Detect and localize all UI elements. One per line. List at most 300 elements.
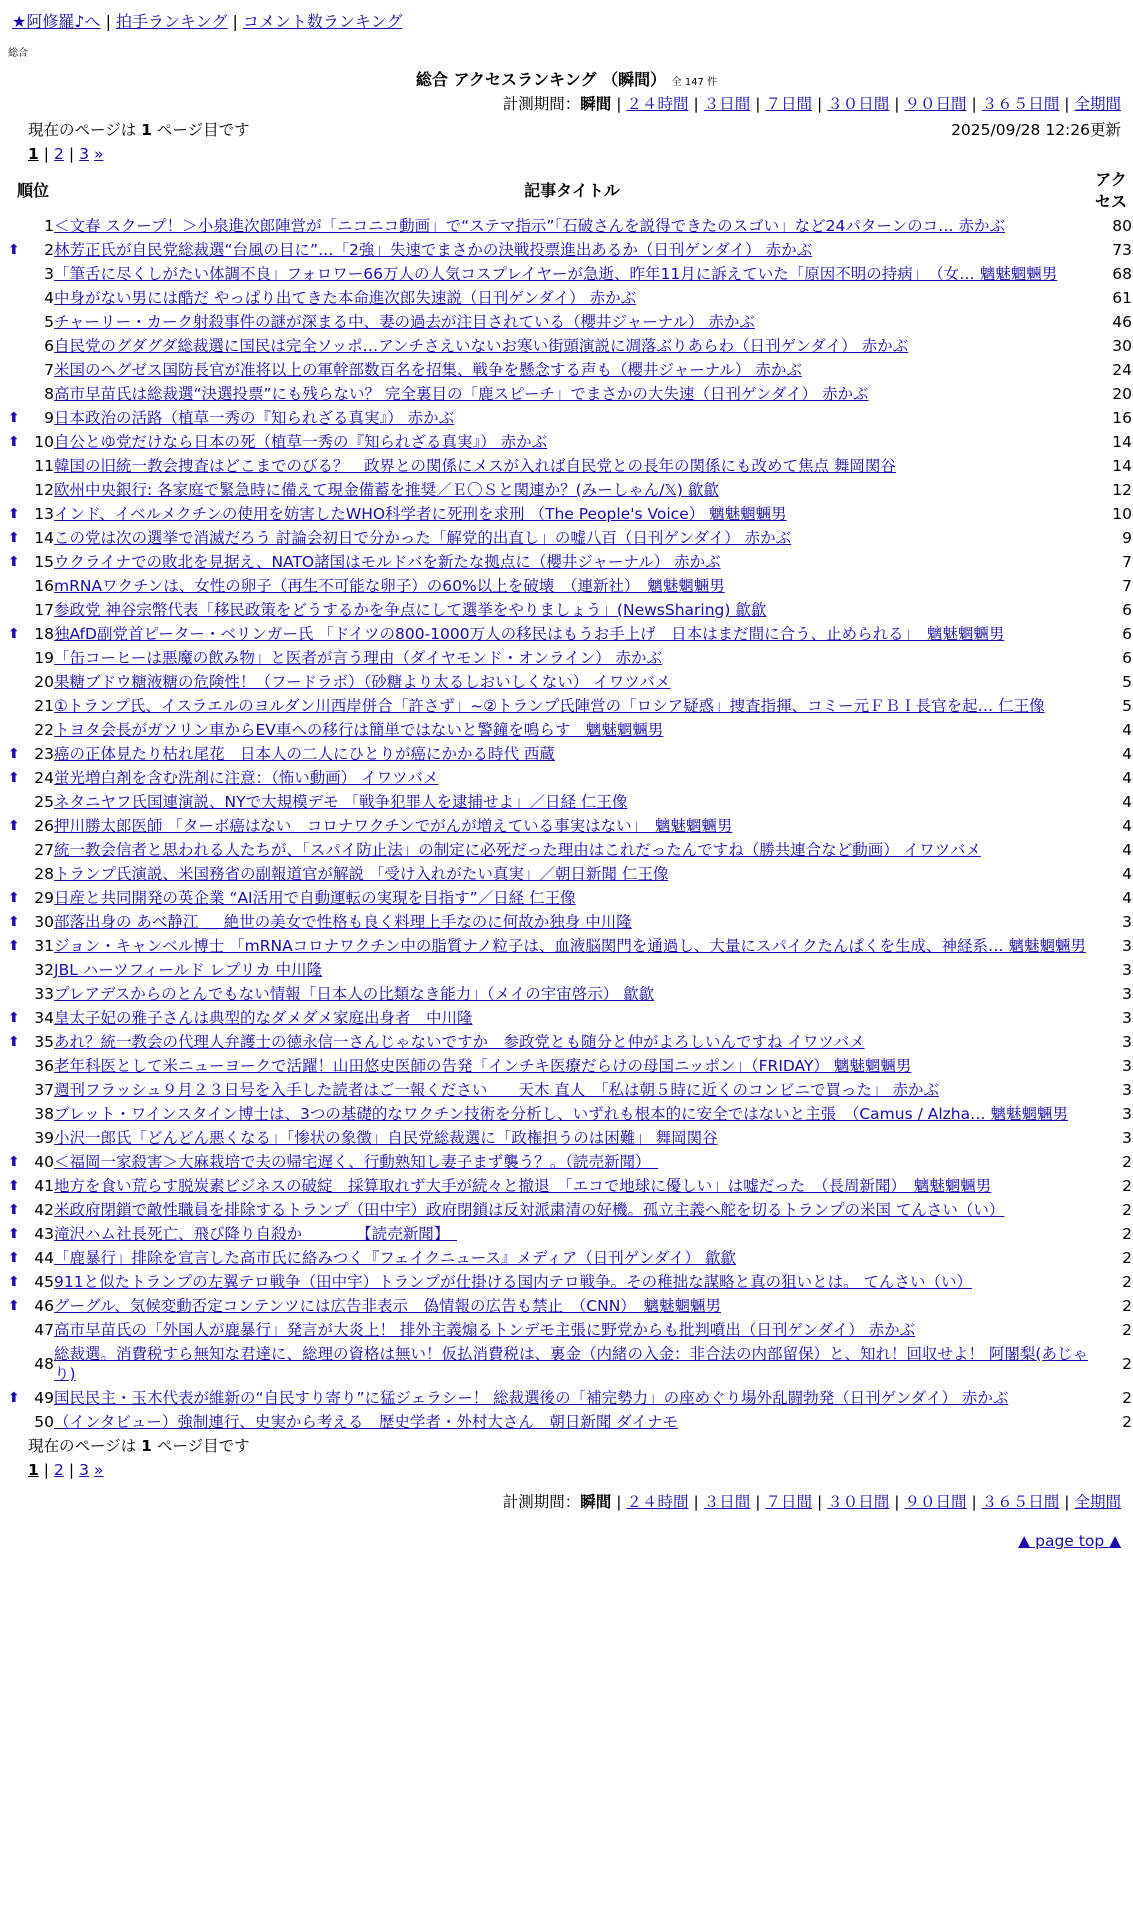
article-title-link[interactable]: 自公とゆ党だけなら日本の死（植草一秀の『知られざる真実』） 赤かぶ [54,433,548,451]
access-count: 6 [1122,625,1132,643]
rank-cell [8,886,54,910]
rank-number: 17 [34,601,54,619]
period-link-30d[interactable]: ３０日間 [827,1493,890,1511]
rank-cell [12,574,54,598]
up-arrow-icon: ⬆ [8,770,20,786]
pager-separator: | [43,145,50,163]
top-nav [12,0,1121,32]
access-count: 5 [1122,697,1132,715]
article-title-link[interactable]: 高市早苗氏の「外国人が鹿暴行」発言が大炎上！ 排外主義煽るトンデモ主張に野党からも批判噴出（日刊ゲンダイ） 赤かぶ [54,1321,916,1339]
article-title-link[interactable]: 米政府閉鎖で敵性職員を排除するトランプ（田中宇）政府閉鎖は反対派粛清の好機。孤立主義へ舵を切るトランプの米国 てんさい（い） [54,1201,1005,1219]
period-link-24h[interactable]: ２４時間 [626,95,689,113]
table-row [12,1102,1132,1126]
table-row [12,1294,1132,1318]
rank-cell [12,478,54,502]
up-arrow-icon: ⬆ [8,506,20,522]
nav-separator: | [232,12,238,31]
up-arrow-icon: ⬆ [8,1274,20,1290]
rank-cell [8,1150,54,1174]
pager-page-3[interactable]: 3 [79,145,90,163]
period-link-3d[interactable]: ３日間 [703,1493,751,1511]
rank-number: 38 [34,1105,54,1123]
rank-cell [8,742,54,766]
title-cell [54,502,1090,526]
rank-number: 1 [44,217,54,235]
up-arrow-icon: ⬆ [8,1390,20,1406]
article-title-link[interactable]: 欧州中央銀行: 各家庭で緊急時に備えて現金備蓄を推奨／Ｅ〇Ｓと関連か？(みーしゃん/𝕏) 歙歙 [54,481,719,499]
article-title-link[interactable]: 小沢一郎氏「どんどん悪くなる」「惨状の象徴」自民党総裁選に「政権担うのは困難」 舞岡関谷 [54,1129,718,1147]
article-title-link[interactable]: 独AfD副党首ピーター・ベリンガー氏 「ドイツの800-1000万人の移民はもうお手上げ 日本はまだ間に合う、止められる」 魑魅魍魎男 [54,625,1005,643]
access-count: 5 [1122,673,1132,691]
table-row [12,1270,1132,1294]
ranking-body [8,214,1132,1434]
rank-cell [12,1318,54,1342]
title-cell [54,1342,1090,1386]
rank-cell [8,238,54,262]
article-title-link[interactable]: ネタニヤフ氏国連演説、NYで大規模デモ 「戦争犯罪人を逮捕せよ」／日経 仁王像 [54,793,628,811]
period-separator: | [755,1493,761,1511]
period-link-24h[interactable]: ２４時間 [626,1493,689,1511]
current-page-number: 1 [141,1437,152,1455]
article-title-link[interactable]: あれ？統一教会の代理人弁護士の徳永信一さんじゃないですか 参政党とも随分と仲がよろしいんですね イワツバメ [54,1033,865,1051]
access-count: 2 [1122,1225,1132,1243]
rank-number: 42 [34,1201,54,1219]
title-cell [54,286,1090,310]
rank-cell [8,406,54,430]
up-arrow-icon: ⬆ [8,1202,20,1218]
article-title-link[interactable]: 国民民主・玉木代表が維新の“自民すり寄り”に猛ジェラシー！ 総裁選後の「補完勢力」の座めぐり場外乱闘勃発（日刊ゲンダイ） 赤かぶ [54,1389,1009,1407]
up-arrow-icon: ⬆ [8,1178,20,1194]
access-count: 73 [1112,241,1132,259]
pager-separator: | [68,1461,75,1479]
pager-current: 1 [28,145,39,163]
rank-cell [8,622,54,646]
rank-number: 29 [34,889,54,907]
rank-number: 39 [34,1129,54,1147]
rank-cell [12,310,54,334]
title-cell [54,1078,1090,1102]
article-title-link[interactable]: 「缶コーヒーは悪魔の飲み物」と医者が言う理由（ダイヤモンド・オンライン） 赤かぶ [54,649,663,667]
title-cell [54,1030,1090,1054]
title-cell [54,334,1090,358]
rank-cell [8,1294,54,1318]
rank-cell [8,1030,54,1054]
rank-cell [8,1270,54,1294]
rank-cell [8,814,54,838]
rank-number: 15 [34,553,54,571]
table-row [12,1150,1132,1174]
access-count: 80 [1112,217,1132,235]
period-link-365d[interactable]: ３６５日間 [981,1493,1060,1511]
article-title-link[interactable]: 自民党のグダグダ総裁選に国民は完全ソッポ…アンチさえいないお寒い街頭演説に凋落ぶりあらわ（日刊ゲンダイ） 赤かぶ [54,337,909,355]
rank-cell [12,1342,54,1386]
current-page-info [28,120,250,140]
access-count: 9 [1122,529,1132,547]
pager-page-3[interactable]: 3 [79,1461,90,1479]
rank-cell [8,430,54,454]
rank-number: 28 [34,865,54,883]
period-link-all[interactable]: 全期間 [1074,95,1121,113]
up-arrow-icon: ⬆ [8,938,20,954]
current-page-suffix: ページ目です [156,121,250,139]
rank-number: 5 [44,313,54,331]
access-count: 2 [1122,1413,1132,1431]
category-label: 総合 [8,48,28,59]
table-row [12,1386,1132,1410]
access-count: 14 [1112,433,1132,451]
rank-cell [12,454,54,478]
pager-current: 1 [28,1461,39,1479]
rank-cell [12,646,54,670]
up-arrow-icon: ⬆ [8,890,20,906]
table-row [12,598,1132,622]
article-title-link[interactable]: トランプ氏演説、米国務省の副報道官が解説 「受け入れがたい真実」／朝日新聞 仁王像 [54,865,669,883]
title-cell [54,694,1090,718]
period-separator: | [755,95,761,113]
current-page-prefix: 現在のページは [28,1437,137,1455]
title-cell [54,766,1090,790]
article-title-link[interactable]: 「筆舌に尽くしがたい体調不良」フォロワー66万人の人気コスプレイヤーが急逝、昨年11月に訴えていた「原因不明の持病」 （女… 魑魅魍魎男 [54,265,1058,283]
period-separator: | [1064,1493,1070,1511]
rank-cell [8,550,54,574]
article-title-link[interactable]: この党は次の選挙で消滅だろう 討論会初日で分かった「解党的出直し」の嘘八百（日刊ゲンダイ） 赤かぶ [54,529,792,547]
article-title-link[interactable]: 中身がない男には酷だ やっぱり出てきた本命進次郎失速説（日刊ゲンダイ） 赤かぶ [54,289,637,307]
access-count: 30 [1112,337,1132,355]
access-count: 24 [1112,361,1132,379]
article-title-link[interactable]: 統一教会信者と思われる人たちが、「スパイ防止法」の制定に必死だった理由はこれだったんですね（勝共連合など動画） イワツバメ [54,841,981,859]
up-arrow-icon: ⬆ [8,1226,20,1242]
period-link-90d[interactable]: ９０日間 [904,1493,967,1511]
period-link-7d[interactable]: ７日間 [765,1493,812,1511]
article-title-link[interactable]: トヨタ会長がガソリン車からEV車への移行は簡単ではないと警鐘を鳴らす 魑魅魍魎男 [54,721,664,739]
rank-number: 8 [44,385,54,403]
title-cell [54,1294,1090,1318]
rank-cell [12,982,54,1006]
period-selector-top [12,94,1121,114]
rank-cell [12,1054,54,1078]
current-page-suffix: ページ目です [156,1437,250,1455]
rank-number: 2 [44,241,54,259]
pager-page-2[interactable]: 2 [54,1461,64,1479]
article-title-link[interactable]: インド、イベルメクチンの使用を妨害したWHO科学者に死刑を求刑 （The People's Voice） 魑魅魍魎男 [54,505,787,523]
access-count: 4 [1122,745,1132,763]
period-separator: | [693,1493,699,1511]
table-row [12,742,1132,766]
article-title-link[interactable]: 参政党 神谷宗幣代表「移民政策をどうするかを争点にして選挙をやりましょう」(NewsSharing) 歙歙 [54,601,767,619]
period-selector-bottom [12,1492,1121,1512]
rank-number: 4 [44,289,54,307]
rank-number: 25 [34,793,54,811]
rank-cell [12,1078,54,1102]
title-cell [54,670,1090,694]
table-row [12,622,1132,646]
current-page-info-bottom [28,1436,250,1456]
article-title-link[interactable]: 地方を食い荒らす脱炭素ビジネスの破綻 採算取れず大手が続々と撤退 「エコで地球に優しい」は嘘だった （長周新聞） 魑魅魍魎男 [54,1177,992,1195]
access-count: 4 [1122,889,1132,907]
article-title-link[interactable]: ウクライナでの敗北を見据え、NATO諸国はモルドバを新たな拠点に（櫻井ジャーナル） 赤かぶ [54,553,721,571]
table-row [12,406,1132,430]
table-row [12,1222,1132,1246]
article-title-link[interactable]: 林芳正氏が自民党総裁選“台風の目に”…「2強」失速でまさかの決戦投票進出あるか（日刊ゲンダイ） 赤かぶ [54,241,813,259]
access-count: 2 [1122,1355,1132,1373]
access-count: 3 [1122,1033,1132,1051]
rank-cell [8,934,54,958]
access-count: 3 [1122,1081,1132,1099]
article-title-link[interactable]: プレアデスからのとんでもない情報「日本人の比類なき能力」（メイの宇宙啓示） 歙歙 [54,985,655,1003]
period-link-30d[interactable]: ３０日間 [827,95,890,113]
access-count: 3 [1122,1105,1132,1123]
title-cell [54,550,1090,574]
access-count: 2 [1122,1249,1132,1267]
up-arrow-icon: ⬆ [8,1154,20,1170]
access-count: 3 [1122,1129,1132,1147]
page-top-container [12,1532,1121,1560]
up-arrow-icon: ⬆ [8,554,20,570]
up-arrow-icon: ⬆ [8,746,20,762]
pager-separator: | [43,1461,50,1479]
table-row [12,766,1132,790]
article-title-link[interactable]: ＜福岡一家殺害＞大麻栽培で夫の帰宅遅く、行動熟知し妻子まず襲う？。（読売新聞） [54,1153,659,1171]
table-row [12,310,1132,334]
rank-cell [8,1222,54,1246]
article-title-link[interactable]: 「鹿暴行」排除を宣言した高市氏に絡みつく『フェイクニュース』メディア（日刊ゲンダイ） 歙歙 [54,1249,736,1267]
up-arrow-icon: ⬆ [8,410,20,426]
access-count: 3 [1122,1009,1132,1027]
article-title-link[interactable]: 日産と共同開発の英企業 “AI活用で自動運転の実現を目指す”／日経 仁王像 [54,889,576,907]
article-title-link[interactable]: ジョン・キャンベル博士 「mRNAコロナワクチン中の脂質ナノ粒子は、血液脳関門を通過し、大量にスパイクたんぱくを生成、神経系… 魑魅魍魎男 [54,937,1086,955]
table-row [12,430,1132,454]
access-count: 2 [1122,1153,1132,1171]
article-title-link[interactable]: チャーリー・カーク射殺事件の謎が深まる中、妻の過去が注目されている（櫻井ジャーナル） 赤かぶ [54,313,755,331]
title-cell [54,1006,1090,1030]
title-cell [54,622,1090,646]
title-cell [54,1174,1090,1198]
title-cell [54,886,1090,910]
table-row [12,934,1132,958]
article-title-link[interactable]: グーグル、気候変動否定コンテンツには広告非表示 偽情報の広告も禁止 （CNN） 魑魅魍魎男 [54,1297,722,1315]
article-title-link[interactable]: 韓国の旧統一教会捜査はどこまでのびる？ 政界との関係にメスが入れば自民党との長年の関係にも改めて焦点 舞岡関谷 [54,457,896,475]
rank-cell [8,1006,54,1030]
article-title-link[interactable]: 蛍光増白剤を含む洗剤に注意：（怖い動画） イワツバメ [54,769,439,787]
rank-number: 44 [34,1249,54,1267]
table-row [12,1318,1132,1342]
access-count: 3 [1122,985,1132,1003]
up-arrow-icon: ⬆ [8,242,20,258]
table-row [12,838,1132,862]
period-link-7d[interactable]: ７日間 [765,95,812,113]
header-access: アクセス [1094,170,1127,211]
rank-number: 43 [34,1225,54,1243]
up-arrow-icon: ⬆ [8,1034,20,1050]
access-count: 2 [1122,1177,1132,1195]
access-count: 4 [1122,865,1132,883]
article-title-link[interactable]: 押川勝太郎医師 「ターボ癌はない コロナワクチンでがんが増えている事実はない」 魑魅魍魎男 [54,817,733,835]
article-title-link[interactable]: ＜文春 スクープ！＞小泉進次郎陣営が「ニコニコ動画」で“ステマ指示”「石破さんを説得できたのスゴい」など24パターンのコ… 赤かぶ [54,217,1005,235]
rank-number: 23 [34,745,54,763]
period-separator: | [1064,95,1070,113]
table-row [12,814,1132,838]
table-row [12,694,1132,718]
article-title-link[interactable]: 果糖ブドウ糖液糖の危険性！（フードラボ）（砂糖より太るしおいしくない） イワツバメ [54,673,671,691]
rank-cell [12,694,54,718]
table-row [12,886,1132,910]
rank-number: 18 [34,625,54,643]
article-title-link[interactable]: 滝沢ハム社長死亡、飛び降り自殺か 【読売新聞】 [54,1225,458,1243]
article-title-link[interactable]: 皇太子妃の雅子さんは典型的なダメダメ家庭出身者 中川隆 [54,1009,473,1027]
article-title-link[interactable]: 部落出身の あべ静江 ＿ 絶世の美女で性格も良く料理上手なのに何故か独身 中川隆 [54,913,632,931]
page-title [12,67,1121,90]
table-row [12,1078,1132,1102]
period-link-all[interactable]: 全期間 [1074,1493,1121,1511]
rank-number: 35 [34,1033,54,1051]
nav-comment-ranking-link[interactable]: コメント数ランキング [242,12,403,31]
rank-cell [8,766,54,790]
title-cell [54,1246,1090,1270]
rank-cell [12,214,54,238]
rank-cell [8,526,54,550]
table-row [12,502,1132,526]
access-count: 10 [1112,505,1132,523]
nav-clap-ranking-link[interactable]: 拍手ランキング [115,12,228,31]
page-info-row-bottom [12,1436,1121,1456]
access-count: 4 [1122,841,1132,859]
access-count: 7 [1122,553,1132,571]
access-count: 46 [1112,313,1132,331]
page-info-row [12,120,1121,140]
rank-number: 49 [34,1389,54,1407]
access-count: 61 [1112,289,1132,307]
article-title-link[interactable]: 総裁選。消費税すら無知な君達に、総理の資格は無い！仮払消費税は、裏金（内緒の入金：非合法の内部留保）と、知れ！回収せよ！ 阿闍梨(あじゃり) [54,1345,1088,1383]
rank-cell [12,1410,54,1434]
up-arrow-icon: ⬆ [8,1298,20,1314]
rank-number: 6 [44,337,54,355]
title-cell [54,790,1090,814]
header-rank: 順位 [16,181,49,200]
rank-number: 3 [44,265,54,283]
title-cell [54,358,1090,382]
article-title-link[interactable]: 週刊フラッシュ９月２３日号を入手した読者はご一報ください 天木 直人 「私は朝５時に近くのコンビニで買った」 赤かぶ [54,1081,939,1099]
pager-next[interactable]: » [93,1461,104,1479]
table-row [12,262,1132,286]
up-arrow-icon: ⬆ [8,626,20,642]
article-title-link[interactable]: mRNAワクチンは、女性の卵子（再生不可能な卵子）の60%以上を破壊 （連新社） 魑魅魍魎男 [54,577,725,595]
rank-number: 47 [34,1321,54,1339]
rank-cell [12,358,54,382]
article-title-link[interactable]: 米国のヘグゼス国防長官が准将以上の軍幹部数百名を招集、戦争を懸念する声も（櫻井ジャーナル） 赤かぶ [54,361,802,379]
title-cell [54,478,1090,502]
access-count: 6 [1122,601,1132,619]
article-title-link[interactable]: 911と似たトランプの左翼テロ戦争（田中宇）トランプが仕掛ける国内テロ戦争。その稚拙な謀略と真の狙いとは。 てんさい（い） [54,1273,973,1291]
total-count: 全 147 件 [671,77,718,88]
period-separator: | [894,95,900,113]
rank-cell [12,334,54,358]
access-count: 3 [1122,937,1132,955]
article-title-link[interactable]: 日本政治の活路（植草一秀の『知られざる真実』） 赤かぶ [54,409,455,427]
period-link-3d[interactable]: ３日間 [703,95,751,113]
period-link-365d[interactable]: ３６５日間 [981,95,1060,113]
rank-cell [8,1386,54,1410]
ranking-table [8,168,1132,1434]
nav-asyura-home-link[interactable]: ★阿修羅♪へ [12,12,101,31]
title-cell [54,598,1090,622]
table-row [12,1126,1132,1150]
up-arrow-icon: ⬆ [8,1010,20,1026]
table-row [12,454,1132,478]
title-cell [54,1054,1090,1078]
article-title-link[interactable]: （インタビュー）強制連行、史実から考える 歴史学者・外村大さん 朝日新聞 ダイナモ [54,1413,679,1431]
rank-number: 12 [34,481,54,499]
period-separator: | [971,95,977,113]
title-cell [54,238,1090,262]
article-title-link[interactable]: 老年科医として米ニューヨークで活躍！山田悠史医師の告発「インチキ医療だらけの母国ニッポン」（FRIDAY） 魑魅魍魎男 [54,1057,912,1075]
rank-cell [12,670,54,694]
page-top-link[interactable]: ▲ page top ▲ [1018,1532,1121,1550]
access-count: 4 [1122,721,1132,739]
pager-top [12,144,1121,164]
table-row [12,982,1132,1006]
rank-cell [12,958,54,982]
table-row [12,238,1132,262]
article-title-link[interactable]: ブレット・ワインスタイン博士は、3つの基礎的なワクチン技術を分析し、いずれも根本的に安全ではないと主張 （Camus / Alzha… 魑魅魍魎男 [54,1105,1069,1123]
rank-number: 14 [34,529,54,547]
rank-number: 50 [34,1413,54,1431]
article-title-link[interactable]: JBL ハーツフィールド レプリカ 中川隆 [54,961,323,979]
title-cell [54,430,1090,454]
table-row [12,910,1132,934]
period-link-90d[interactable]: ９０日間 [904,95,967,113]
pager-next[interactable]: » [93,145,104,163]
rank-cell [12,1126,54,1150]
article-title-link[interactable]: 癌の正体見たり枯れ尾花 日本人の二人にひとりが癌にかかる時代 西蔵 [54,745,555,763]
rank-cell [8,502,54,526]
period-separator: | [616,95,622,113]
period-current: 瞬間 [580,1493,612,1511]
table-row [12,358,1132,382]
up-arrow-icon: ⬆ [8,434,20,450]
article-title-link[interactable]: ①トランプ氏、イスラエルのヨルダン川西岸併合「許さず」~②トランプ氏陣営の「ロシア疑惑」捜査指揮、コミー元ＦＢＩ長官を起… 仁王像 [54,697,1045,715]
table-row [12,574,1132,598]
article-title-link[interactable]: 高市早苗氏は総裁選“決選投票”にも残らない？ 完全裏目の「鹿スピーチ」でまさかの大失速（日刊ゲンダイ） 赤かぶ [54,385,869,403]
title-cell [54,1318,1090,1342]
table-row [12,958,1132,982]
rank-cell [8,1174,54,1198]
access-count: 68 [1112,265,1132,283]
rank-number: 13 [34,505,54,523]
table-row [12,550,1132,574]
pager-page-2[interactable]: 2 [54,145,64,163]
page-title-text: 総合 アクセスランキング （瞬間） [415,70,667,89]
rank-number: 34 [34,1009,54,1027]
rank-number: 46 [34,1297,54,1315]
title-cell [54,814,1090,838]
table-row [12,1006,1132,1030]
rank-number: 41 [34,1177,54,1195]
rank-number: 24 [34,769,54,787]
table-row [12,214,1132,238]
title-cell [54,1270,1090,1294]
table-row [12,1342,1132,1386]
title-cell [54,214,1090,238]
title-cell [54,958,1090,982]
rank-cell [8,1198,54,1222]
rank-number: 48 [34,1355,54,1373]
table-row [12,1410,1132,1434]
rank-cell [12,862,54,886]
period-separator: | [894,1493,900,1511]
access-count: 2 [1122,1389,1132,1407]
rank-cell [12,382,54,406]
table-row [12,334,1132,358]
